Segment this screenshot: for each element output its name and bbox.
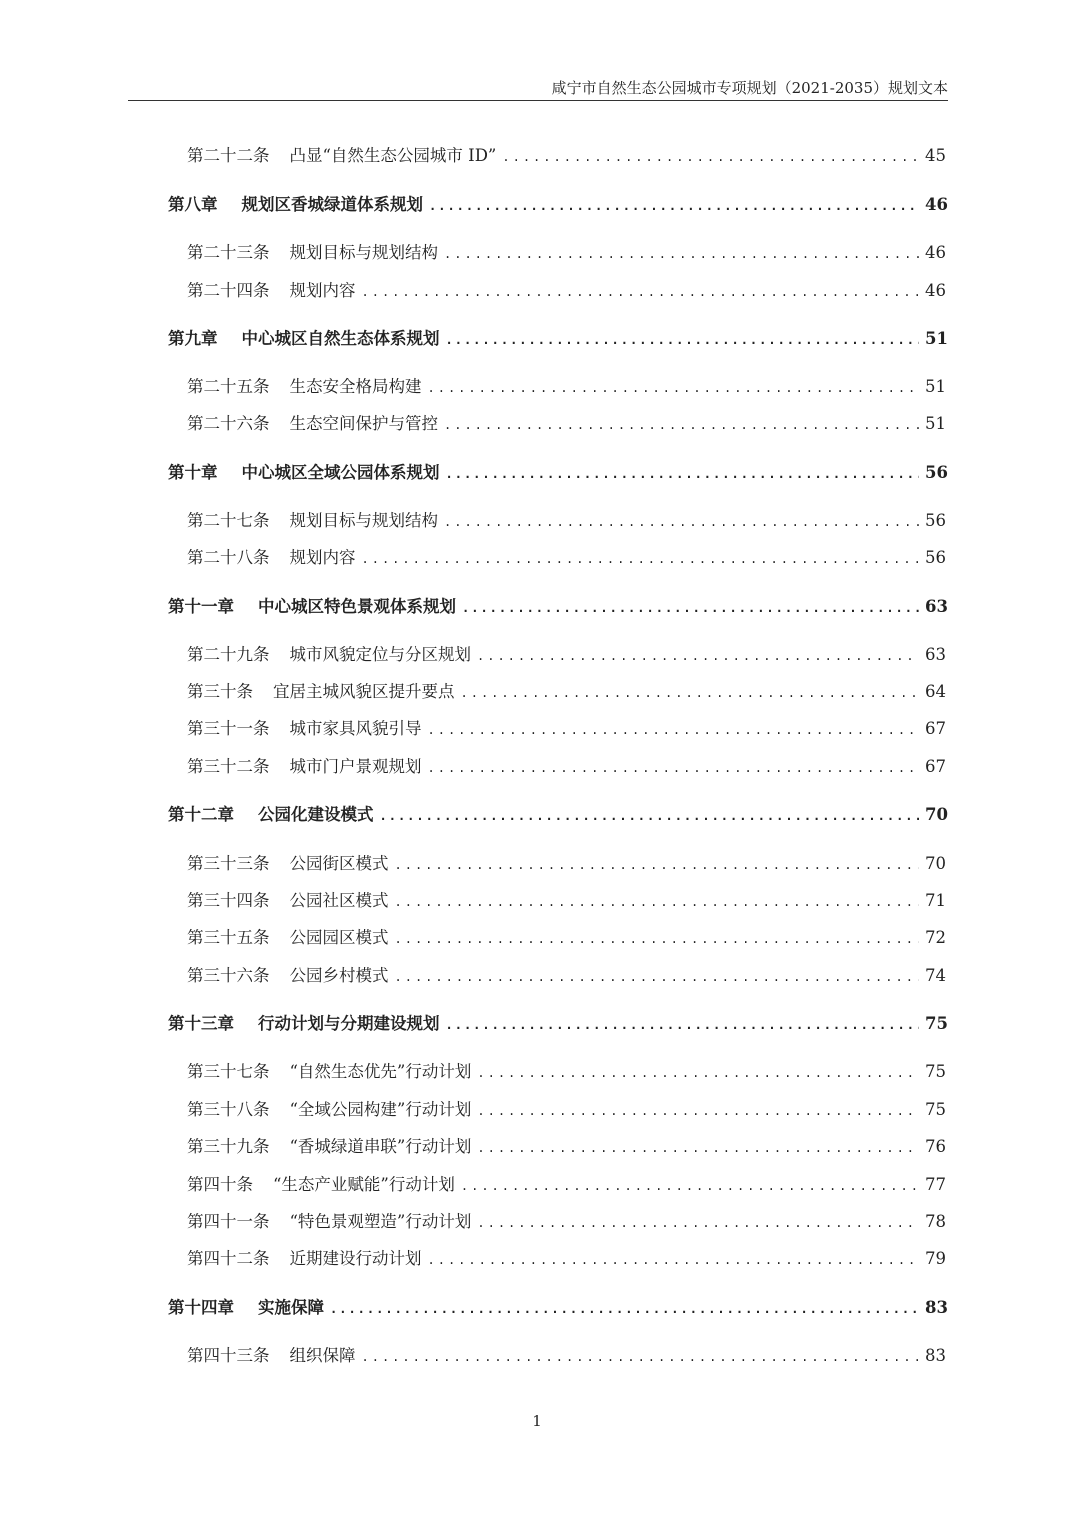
toc-article-entry[interactable] <box>187 240 945 266</box>
dot-leader <box>428 375 920 401</box>
entry-number: 第九章 <box>168 329 218 348</box>
entry-title: 宜居主城风貌区提升要点 <box>273 682 455 701</box>
entry-page: 70 <box>925 854 946 873</box>
entry-page: 78 <box>925 1212 946 1231</box>
entry-page: 46 <box>925 281 946 300</box>
entry-page: 46 <box>925 243 946 262</box>
toc-article-entry[interactable] <box>187 1246 945 1272</box>
toc-article-entry[interactable] <box>187 679 945 705</box>
dot-leader <box>462 595 919 621</box>
dot-leader <box>461 680 920 706</box>
entry-page: 56 <box>925 463 948 482</box>
entry-title: 中心城区特色景观体系规划 <box>258 597 456 616</box>
toc-article-entry[interactable] <box>187 545 945 571</box>
entry-page: 70 <box>925 805 948 824</box>
entry-title: 城市门户景观规划 <box>289 757 422 776</box>
entry-page: 75 <box>925 1062 946 1081</box>
entry-title: 规划目标与规划结构 <box>289 243 438 262</box>
entry-title: “特色景观塑造”行动计划 <box>289 1212 472 1231</box>
entry-number: 第十二章 <box>168 805 234 824</box>
entry-title: 行动计划与分期建设规划 <box>258 1014 440 1033</box>
entry-number: 第三十四条 <box>187 891 270 910</box>
entry-title: 规划目标与规划结构 <box>289 511 438 530</box>
entry-page: 67 <box>925 757 946 776</box>
dot-leader <box>395 926 920 952</box>
entry-number: 第二十九条 <box>187 645 270 664</box>
entry-title: 公园乡村模式 <box>289 966 389 985</box>
dot-leader <box>395 852 920 878</box>
entry-number: 第四十一条 <box>187 1212 270 1231</box>
entry-number: 第三十五条 <box>187 928 270 947</box>
entry-page: 71 <box>925 891 946 910</box>
entry-title: 近期建设行动计划 <box>289 1249 422 1268</box>
entry-title: 实施保障 <box>258 1298 324 1317</box>
entry-number: 第四十二条 <box>187 1249 270 1268</box>
toc-article-entry[interactable] <box>187 143 945 169</box>
entry-number: 第二十二条 <box>187 146 270 165</box>
entry-page: 75 <box>925 1014 948 1033</box>
entry-title: “香城绿道串联”行动计划 <box>289 1137 472 1156</box>
entry-title: “全域公园构建”行动计划 <box>289 1100 472 1119</box>
dot-leader <box>444 412 919 438</box>
toc-article-entry[interactable] <box>187 925 945 951</box>
entry-title: 公园化建设模式 <box>258 805 374 824</box>
entry-number: 第十一章 <box>168 597 234 616</box>
entry-page: 67 <box>925 719 946 738</box>
toc-article-entry[interactable] <box>187 754 945 780</box>
entry-page: 56 <box>925 548 946 567</box>
entry-title: 生态空间保护与管控 <box>289 414 438 433</box>
dot-leader <box>380 803 920 829</box>
entry-title: 组织保障 <box>289 1346 356 1365</box>
entry-number: 第三十二条 <box>187 757 270 776</box>
entry-title: 规划内容 <box>289 281 356 300</box>
toc-article-entry[interactable] <box>187 374 945 400</box>
dot-leader <box>428 1247 920 1273</box>
toc-article-entry[interactable] <box>187 1209 945 1235</box>
toc-chapter-entry[interactable] <box>168 1295 948 1321</box>
toc-chapter-entry[interactable] <box>168 594 948 620</box>
toc-article-entry[interactable] <box>187 1134 945 1160</box>
toc-article-entry[interactable] <box>187 888 945 914</box>
toc-chapter-entry[interactable] <box>168 192 948 218</box>
entry-number: 第三十一条 <box>187 719 270 738</box>
dot-leader <box>362 546 920 572</box>
entry-title: 规划区香城绿道体系规划 <box>241 195 423 214</box>
entry-title: 公园社区模式 <box>289 891 389 910</box>
dot-leader <box>428 755 920 781</box>
entry-page: 63 <box>925 645 946 664</box>
toc-chapter-entry[interactable] <box>168 326 948 352</box>
entry-title: 公园街区模式 <box>289 854 389 873</box>
entry-page: 72 <box>925 928 946 947</box>
entry-title: 生态安全格局构建 <box>289 377 422 396</box>
toc-article-entry[interactable] <box>187 278 945 304</box>
toc-article-entry[interactable] <box>187 642 945 668</box>
dot-leader <box>444 509 919 535</box>
dot-leader <box>428 717 920 743</box>
dot-leader <box>395 964 920 990</box>
entry-page: 83 <box>925 1346 946 1365</box>
entry-number: 第三十七条 <box>187 1062 270 1081</box>
entry-number: 第二十八条 <box>187 548 270 567</box>
entry-title: “生态产业赋能”行动计划 <box>273 1175 455 1194</box>
dot-leader <box>461 1173 919 1199</box>
page-number: 1 <box>532 1412 542 1430</box>
entry-number: 第四十三条 <box>187 1346 270 1365</box>
entry-page: 46 <box>925 195 948 214</box>
entry-number: 第二十五条 <box>187 377 270 396</box>
toc-article-entry[interactable] <box>187 963 945 989</box>
entry-number: 第三十八条 <box>187 1100 270 1119</box>
toc-article-entry[interactable] <box>187 1172 945 1198</box>
entry-number: 第十三章 <box>168 1014 234 1033</box>
entry-page: 64 <box>925 682 946 701</box>
dot-leader <box>477 1060 919 1086</box>
entry-page: 45 <box>925 146 946 165</box>
entry-number: 第八章 <box>168 195 218 214</box>
dot-leader <box>446 1012 920 1038</box>
toc-chapter-entry[interactable] <box>168 1011 948 1037</box>
entry-page: 83 <box>925 1298 948 1317</box>
dot-leader <box>446 327 920 353</box>
entry-page: 76 <box>925 1137 946 1156</box>
entry-page: 51 <box>925 377 946 396</box>
toc-article-entry[interactable] <box>187 851 945 877</box>
entry-page: 63 <box>925 597 948 616</box>
entry-number: 第三十条 <box>187 682 253 701</box>
entry-title: “自然生态优先”行动计划 <box>289 1062 472 1081</box>
entry-number: 第二十四条 <box>187 281 270 300</box>
dot-leader <box>477 643 919 669</box>
dot-leader <box>502 144 919 170</box>
entry-title: 中心城区自然生态体系规划 <box>241 329 440 348</box>
dot-leader <box>362 1344 920 1370</box>
toc-article-entry[interactable] <box>187 411 945 437</box>
entry-title: 中心城区全域公园体系规划 <box>241 463 440 482</box>
entry-page: 51 <box>925 329 948 348</box>
entry-number: 第二十六条 <box>187 414 270 433</box>
running-header: 咸宁市自然生态公园城市专项规划（2021-2035）规划文本 <box>551 79 948 97</box>
toc-article-entry[interactable] <box>187 1097 945 1123</box>
entry-page: 75 <box>925 1100 946 1119</box>
toc-article-entry[interactable] <box>187 508 945 534</box>
toc-article-entry[interactable] <box>187 1059 945 1085</box>
dot-leader <box>477 1210 919 1236</box>
dot-leader <box>477 1098 919 1124</box>
entry-number: 第十四章 <box>168 1298 234 1317</box>
entry-number: 第二十三条 <box>187 243 270 262</box>
dot-leader <box>446 461 920 487</box>
entry-number: 第三十九条 <box>187 1137 270 1156</box>
toc-chapter-entry[interactable] <box>168 460 948 486</box>
entry-title: 公园园区模式 <box>289 928 389 947</box>
entry-page: 77 <box>925 1175 946 1194</box>
entry-title: 凸显“自然生态公园城市 ID” <box>289 146 497 165</box>
entry-page: 79 <box>925 1249 946 1268</box>
entry-number: 第三十三条 <box>187 854 270 873</box>
toc-chapter-entry[interactable] <box>168 802 948 828</box>
dot-leader <box>444 241 919 267</box>
entry-number: 第三十六条 <box>187 966 270 985</box>
dot-leader <box>429 193 919 219</box>
dot-leader <box>330 1296 919 1322</box>
toc-article-entry[interactable] <box>187 716 945 742</box>
entry-number: 第二十七条 <box>187 511 270 530</box>
entry-number: 第十章 <box>168 463 218 482</box>
entry-title: 城市风貌定位与分区规划 <box>289 645 471 664</box>
toc-article-entry[interactable] <box>187 1343 945 1369</box>
entry-title: 城市家具风貌引导 <box>289 719 422 738</box>
dot-leader <box>362 279 920 305</box>
dot-leader <box>395 889 920 915</box>
dot-leader <box>477 1135 919 1161</box>
entry-page: 51 <box>925 414 946 433</box>
entry-title: 规划内容 <box>289 548 356 567</box>
entry-number: 第四十条 <box>187 1175 253 1194</box>
entry-page: 56 <box>925 511 946 530</box>
entry-page: 74 <box>925 966 946 985</box>
